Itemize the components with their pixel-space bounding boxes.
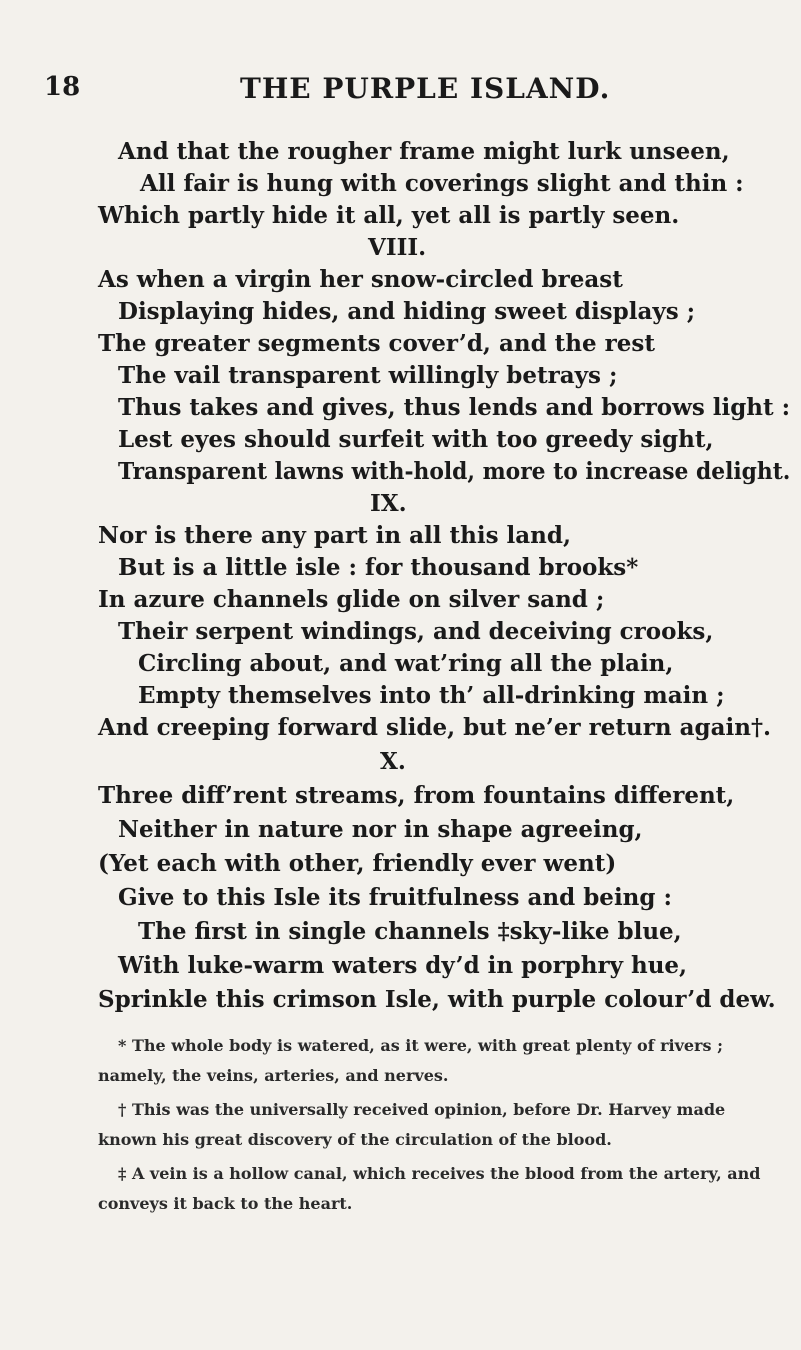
poem-line: Sprinkle this crimson Isle, with purple colour’d dew. [98,986,776,1013]
poem-line: Transparent lawns with-hold, more to increase delight. [118,458,791,485]
poem-line: Circling about, and wat’ring all the plain, [138,650,674,677]
footnote-line: known his great discovery of the circulation of the blood. [98,1130,612,1149]
poem-line: And that the rougher frame might lurk unseen, [118,138,730,165]
poem-line: Give to this Isle its fruitfulness and being : [118,884,672,911]
page-header [0,72,801,112]
poem-line: Three diff’rent streams, from fountains different, [98,782,735,809]
poem-line: Thus takes and gives, thus lends and borrows light : [118,394,791,421]
poem-line: Nor is there any part in all this land, [98,522,571,549]
poem-line: All fair is hung with coverings slight and thin : [140,170,744,197]
poem-line: Displaying hides, and hiding sweet displays ; [118,298,696,325]
page-number: 18 [44,72,81,102]
poem-line: And creeping forward slide, but ne’er return again†. [98,714,771,741]
stanza-number: VIII. [368,234,427,261]
footnote-line: conveys it back to the heart. [98,1194,353,1213]
footnote-line: † This was the universally received opinion, before Dr. Harvey made [118,1100,726,1119]
footnote-line: namely, the veins, arteries, and nerves. [98,1066,449,1085]
poem-line: (Yet each with other, friendly ever went) [98,850,617,877]
footnote-line: * The whole body is watered, as it were, with great plenty of rivers ; [118,1036,723,1055]
poem-line: Which partly hide it all, yet all is partly seen. [98,202,680,229]
poem-line: With luke-warm waters dy’d in porphry hue, [118,952,688,979]
poem-line: But is a little isle : for thousand brooks* [118,554,639,581]
running-title: THE PURPLE ISLAND. [240,72,611,105]
poem-line: The first in single channels ‡sky-like blue, [138,918,682,945]
poem-line: Empty themselves into th’ all-drinking main ; [138,682,725,709]
stanza-number: IX. [370,490,407,517]
poem-line: Their serpent windings, and deceiving crooks, [118,618,714,645]
poem-line: The vail transparent willingly betrays ; [118,362,618,389]
poem-line: In azure channels glide on silver sand ; [98,586,605,613]
footnote-line: ‡ A vein is a hollow canal, which receives the blood from the artery, and [118,1164,761,1183]
poem-line: The greater segments cover’d, and the rest [98,330,655,357]
stanza-number: X. [380,748,406,775]
poem-line: Lest eyes should surfeit with too greedy sight, [118,426,714,453]
poem-line: Neither in nature nor in shape agreeing, [118,816,643,843]
poem-line: As when a virgin her snow-circled breast [98,266,623,293]
